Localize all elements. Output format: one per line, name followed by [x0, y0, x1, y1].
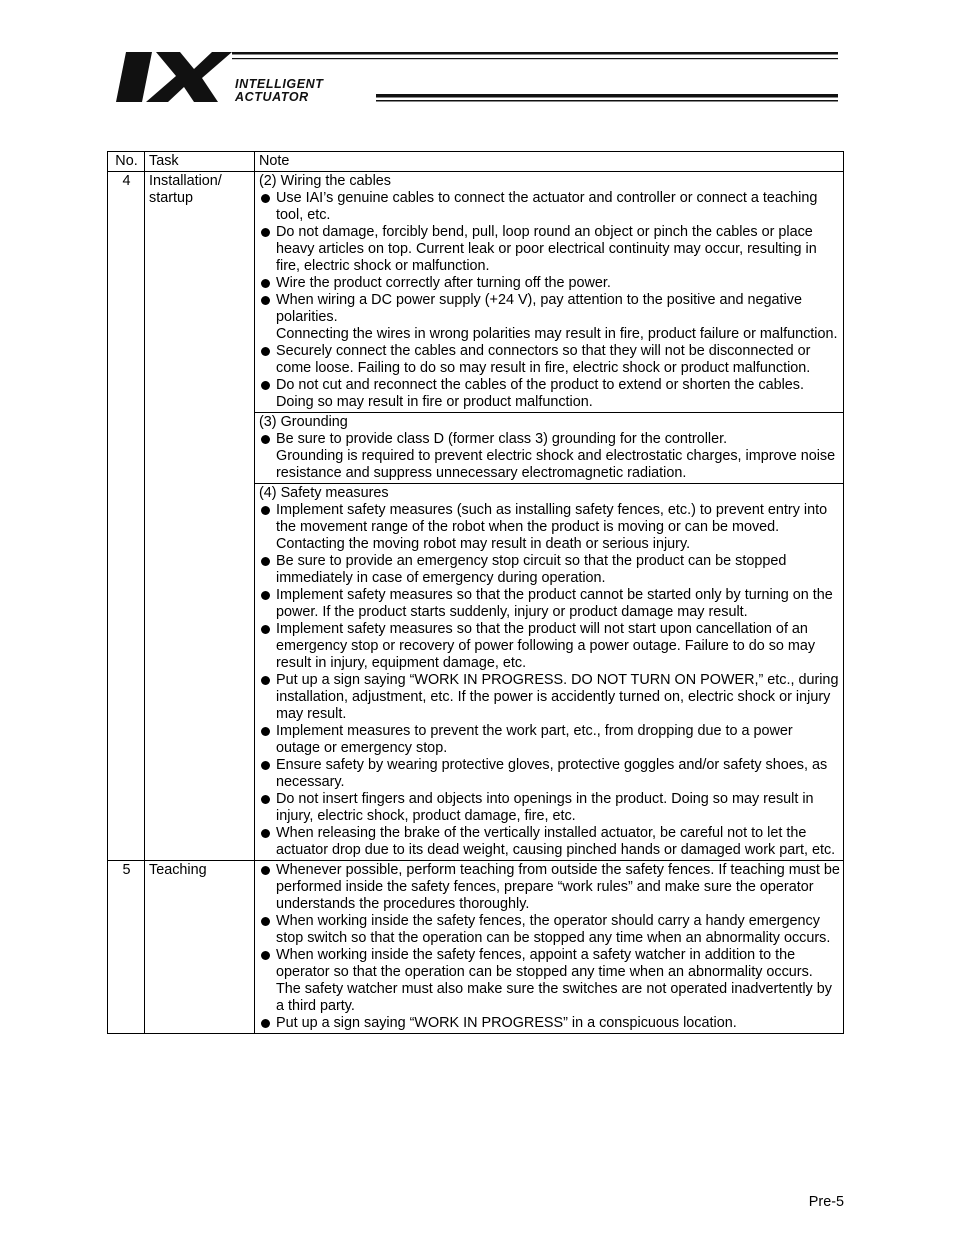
list-item	[259, 791, 840, 825]
bullet-text: When working inside the safety fences, appoint a safety watcher in addition to the operator so that the operation can be stopped any time when an abnormality occurs. The safety watcher must also make sure the switches are not operated inadvertently by a third party.	[276, 947, 832, 1014]
bullet-text: Be sure to provide class D (former class 3) grounding for the controller.	[276, 431, 728, 447]
list-item	[259, 502, 840, 553]
list-item	[259, 757, 840, 791]
list-item	[259, 431, 840, 482]
list-item	[259, 672, 840, 723]
table-row	[108, 172, 844, 413]
logo-line-intelligent: INTELLIGENT	[235, 77, 324, 91]
list-item	[259, 1015, 840, 1032]
note-cell	[255, 172, 844, 413]
bullet-text: Implement safety measures so that the product cannot be started only by turning on the power. If the product starts suddenly, injury or product damage may result.	[276, 587, 833, 620]
list-item	[259, 553, 840, 587]
safety-table	[107, 151, 844, 1034]
logo-wordmark	[235, 78, 324, 104]
list-item	[259, 723, 840, 757]
bullet-text: Implement measures to prevent the work part, etc., from dropping due to a power outage or emergency stop.	[276, 723, 793, 756]
bullet-text: When wiring a DC power supply (+24 V), pay attention to the positive and negative polarities.	[276, 292, 802, 325]
row-number: 4	[108, 172, 145, 861]
bullet-text: Securely connect the cables and connectors so that they will not be disconnected or come loose. Failing to do so may result in fire, electric shock or product malfunction.	[276, 343, 811, 376]
header-task: Task	[145, 152, 255, 172]
list-item	[259, 224, 840, 275]
bullet-text: Wire the product correctly after turning off the power.	[276, 275, 611, 291]
page-number: Pre-5	[808, 1194, 844, 1210]
table-header-row	[108, 152, 844, 172]
row-task: Installation/ startup	[145, 172, 255, 861]
list-item	[259, 825, 840, 859]
header-no: No.	[108, 152, 145, 172]
row-task: Teaching	[145, 861, 255, 1034]
bullet-continuation: Grounding is required to prevent electric shock and electrostatic charges, improve noise resistance and suppress unnecessary electromagnetic radiation.	[276, 448, 836, 481]
bullet-text: Use IAI’s genuine cables to connect the actuator and controller or connect a teaching tool, etc.	[276, 190, 818, 223]
bullet-text: Do not cut and reconnect the cables of the product to extend or shorten the cables. Doing so may result in fire or product malfunction.	[276, 377, 804, 410]
table-body	[108, 172, 844, 1034]
list-item	[259, 621, 840, 672]
list-item	[259, 913, 840, 947]
bullet-list	[259, 431, 840, 482]
bullet-text: When releasing the brake of the vertically installed actuator, be careful not to let the actuator drop due to its dead weight, causing pinched hands or damaged work part, etc.	[276, 825, 836, 858]
bullet-list	[259, 502, 840, 859]
list-item	[259, 190, 840, 224]
bullet-list	[259, 190, 840, 411]
row-number: 5	[108, 861, 145, 1034]
bullet-text: Ensure safety by wearing protective gloves, protective goggles and/or safety shoes, as necessary.	[276, 757, 828, 790]
section-title: (2) Wiring the cables	[259, 173, 391, 189]
list-item	[259, 275, 840, 292]
note-cell	[255, 861, 844, 1034]
note-cell	[255, 484, 844, 861]
list-item	[259, 377, 840, 411]
header-note: Note	[255, 152, 844, 172]
list-item	[259, 343, 840, 377]
bullet-text: When working inside the safety fences, the operator should carry a handy emergency stop switch so that the operation can be stopped any time when an abnormality occurs.	[276, 913, 831, 946]
bullet-text: Put up a sign saying “WORK IN PROGRESS” in a conspicuous location.	[276, 1015, 737, 1031]
list-item	[259, 862, 840, 913]
bullet-text: Do not insert fingers and objects into openings in the product. Doing so may result in injury, electric shock, product damage, fire, etc.	[276, 791, 814, 824]
bullet-text: Be sure to provide an emergency stop circuit so that the product can be stopped immediately in case of emergency during operation.	[276, 553, 787, 586]
bullet-text: Implement safety measures so that the product will not start upon cancellation of an emergency stop or recovery of power following a power outage. Failure to do so may result in injury, equipment damage, etc.	[276, 621, 816, 671]
list-item	[259, 292, 840, 343]
section-title: (3) Grounding	[259, 414, 348, 430]
bullet-text: Implement safety measures (such as installing safety fences, etc.) to prevent entry into the movement range of the robot when the product is moving or can be moved. Contacting the moving robot may result in death or serious injury.	[276, 502, 828, 552]
ix-logo-mark	[114, 52, 844, 108]
bullet-text: Whenever possible, perform teaching from outside the safety fences. If teaching must be performed inside the safety fences, prepare “work rules” and make sure the operator understands the procedures thoroughly.	[276, 862, 840, 912]
table-row	[108, 861, 844, 1034]
section-title: (4) Safety measures	[259, 485, 389, 501]
list-item	[259, 587, 840, 621]
bullet-text: Do not damage, forcibly bend, pull, loop round an object or pinch the cables or place heavy articles on top. Current leak or poor electrical continuity may occur, resulting in fire, electric shock or malfunction.	[276, 224, 817, 274]
logo-line-actuator: ACTUATOR	[235, 90, 309, 104]
note-cell	[255, 413, 844, 484]
list-item	[259, 947, 840, 1015]
bullet-continuation: Connecting the wires in wrong polarities may result in fire, product failure or malfunction.	[276, 326, 838, 342]
bullet-text: Put up a sign saying “WORK IN PROGRESS. DO NOT TURN ON POWER,” etc., during installation, adjustment, etc. If the power is accidently turned on, electric shock or injury may result.	[276, 672, 839, 722]
bullet-list	[259, 862, 840, 1032]
